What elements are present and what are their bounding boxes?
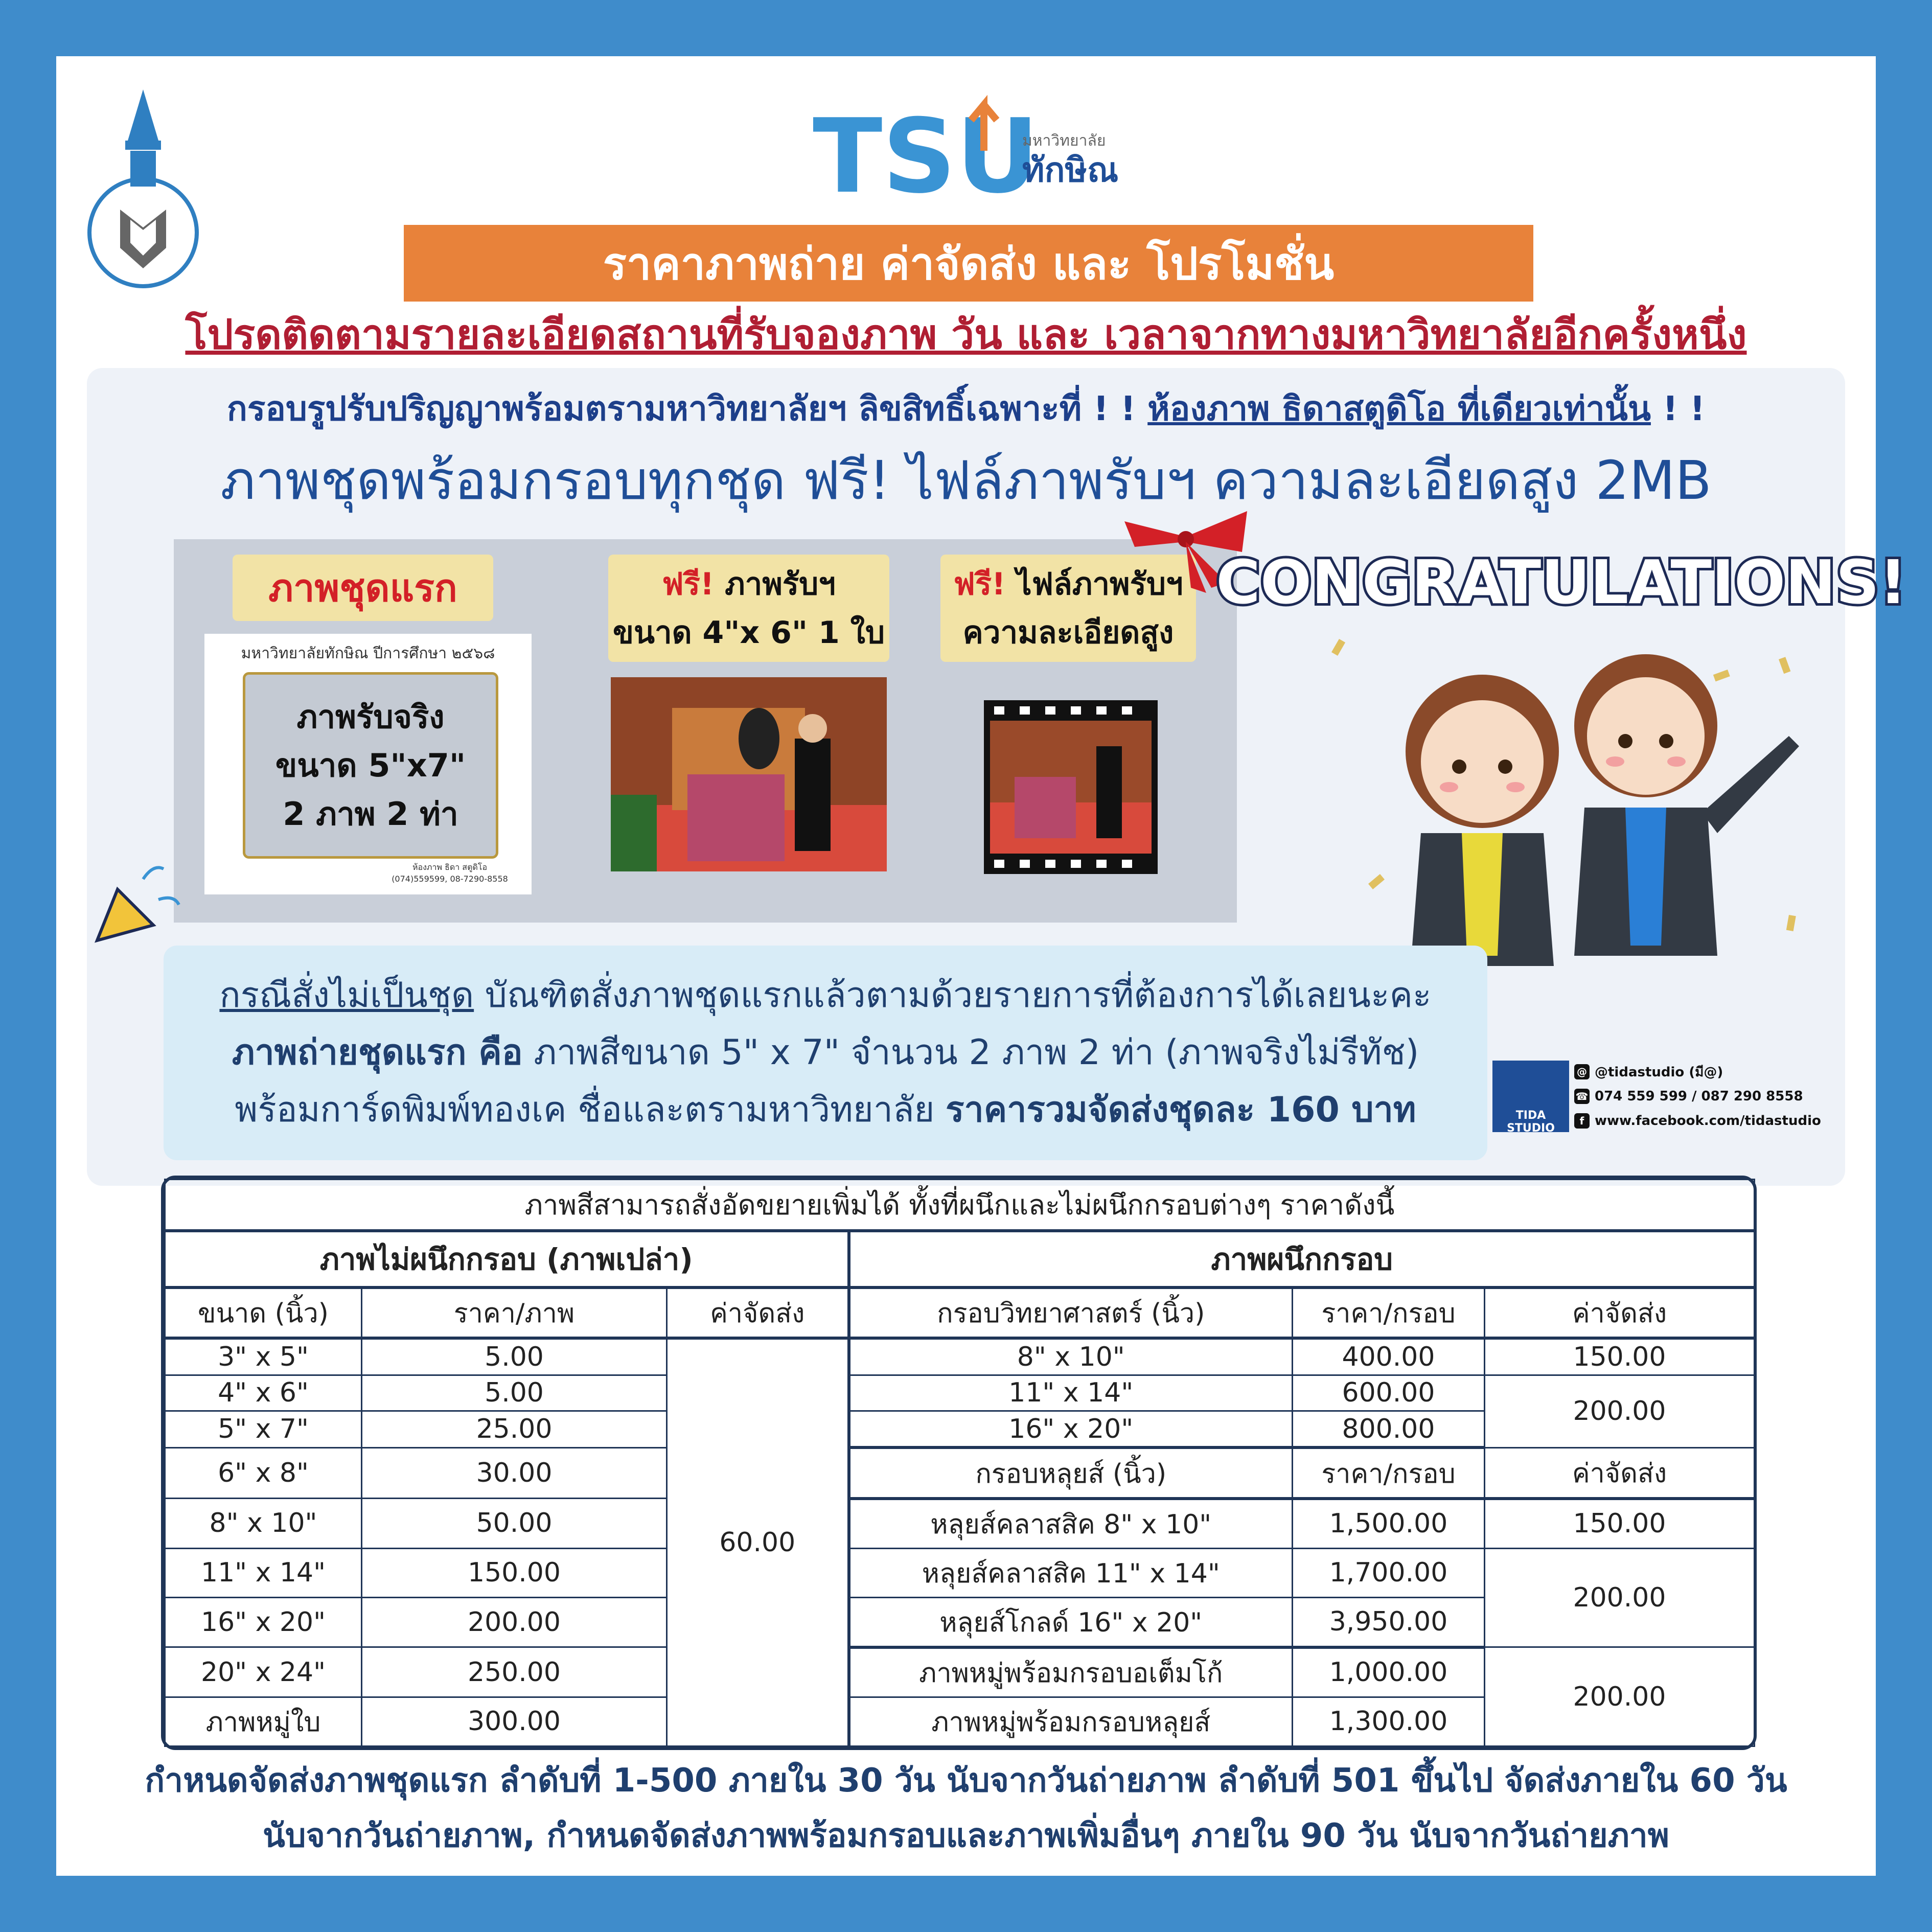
facebook-contact[interactable] xyxy=(1574,1110,1840,1132)
frame-shipping-cell: 150.00 xyxy=(1485,1499,1755,1549)
promo-headline: ภาพชุดพร้อมกรอบทุกชุด ฟรี! ไฟล์ภาพรับฯ ความละเอียดสูง 2MB xyxy=(220,449,1712,512)
frame-size-cell: หลุยส์คลาสสิค 8" x 10" xyxy=(849,1499,1293,1549)
unframed-shipping-cell: 60.00 xyxy=(667,1338,849,1746)
size-cell: 11" x 14" xyxy=(165,1548,362,1597)
table-row xyxy=(165,1647,1755,1697)
frame-size-cell: ภาพหมู่พร้อมกรอบหลุยส์ xyxy=(849,1697,1293,1746)
frame-price-cell: 1,000.00 xyxy=(1293,1647,1485,1697)
line-icon: @ xyxy=(1574,1064,1590,1079)
price-cell: 200.00 xyxy=(362,1597,667,1647)
table-row xyxy=(165,1499,1755,1549)
frame-size-cell: หลุยส์คลาสสิค 11" x 14" xyxy=(849,1548,1293,1597)
col-shipping: ค่าจัดส่ง xyxy=(667,1287,849,1338)
line-contact[interactable] xyxy=(1574,1061,1840,1083)
contact-block xyxy=(1492,1061,1840,1137)
congratulations-text: CONGRATULATIONS! xyxy=(1216,547,1907,617)
info-line2: ภาพสีขนาด 5" x 7" จำนวน 2 ภาพ 2 ท่า (ภาพจริงไม่รีทัช) xyxy=(522,1032,1419,1073)
price-cell: 250.00 xyxy=(362,1647,667,1697)
digital-file-photo xyxy=(984,700,1158,874)
card-line: ภาพรับจริง xyxy=(296,698,445,735)
free-photo-label: ภาพรับฯ xyxy=(714,566,836,602)
order-info-box xyxy=(164,946,1487,1160)
size-cell: 5" x 7" xyxy=(165,1411,362,1447)
col-frame-price: ราคา/กรอบ xyxy=(1293,1287,1485,1338)
banner-title: ราคาภาพถ่าย ค่าจัดส่ง และ โปรโมชั่น xyxy=(603,238,1335,290)
frame-size-cell: หลุยส์โกลด์ 16" x 20" xyxy=(849,1597,1293,1647)
free-photo-size: ขนาด 4"x 6" 1 ใบ xyxy=(612,615,885,651)
table-group-header xyxy=(165,1231,1755,1287)
price-cell: 300.00 xyxy=(362,1697,667,1746)
info-line3: พร้อมการ์ดพิมพ์ทองเค ชื่อและตรามหาวิทยาลัย xyxy=(235,1090,946,1130)
free-photo-tag xyxy=(608,555,889,662)
frame-price-cell: 400.00 xyxy=(1293,1338,1485,1375)
phone-icon: ☎ xyxy=(1574,1089,1590,1104)
card-line: 2 ภาพ 2 ท่า xyxy=(283,795,458,833)
price-cell: 5.00 xyxy=(362,1338,667,1375)
free-file-quality: ความละเอียดสูง xyxy=(962,615,1174,651)
congratulations-illustration xyxy=(1216,506,1907,1007)
phone-number: 074 559 599 / 087 290 8558 xyxy=(1595,1089,1803,1104)
price-cell: 30.00 xyxy=(362,1447,667,1498)
price-banner xyxy=(404,225,1533,302)
frame-shipping-cell: 200.00 xyxy=(1485,1647,1755,1746)
col-sci-frame: กรอบวิทยาศาสตร์ (นิ้ว) xyxy=(849,1287,1293,1338)
ceremony-photo xyxy=(611,677,887,871)
info-price: ราคารวมจัดส่งชุดละ 160 บาท xyxy=(946,1090,1416,1130)
info-case-label: กรณีสั่งไม่เป็นชุด xyxy=(219,975,474,1016)
framed-header: ภาพผนึกกรอบ xyxy=(849,1231,1755,1287)
footer-line: นับจากวันถ่ายภาพ, กำหนดจัดส่งภาพพร้อมกรอบและภาพเพิ่มอื่นๆ ภายใน 90 วัน นับจากวันถ่ายภาพ xyxy=(263,1817,1669,1855)
free-label: ฟรี! xyxy=(953,566,1006,602)
size-cell: 16" x 20" xyxy=(165,1597,362,1647)
facebook-url: www.facebook.com/tidastudio xyxy=(1595,1113,1821,1129)
card-photo-area xyxy=(243,672,498,859)
card-footer xyxy=(378,861,521,884)
free-file-label: ไฟล์ภาพรับฯ xyxy=(1005,566,1183,602)
card-line: ขนาด 5"x7" xyxy=(275,747,466,784)
frame-size-cell: 16" x 20" xyxy=(849,1411,1293,1447)
frame-price-cell: 3,950.00 xyxy=(1293,1597,1485,1647)
frame-size-cell: 11" x 14" xyxy=(849,1375,1293,1411)
table-row xyxy=(165,1548,1755,1597)
price-cell: 25.00 xyxy=(362,1411,667,1447)
footer-line: กำหนดจัดส่งภาพชุดแรก ลำดับที่ 1-500 ภายใน 30 วัน นับจากวันถ่ายภาพ ลำดับที่ 501 ขึ้นไป จัดส่งภายใน 60 วัน xyxy=(145,1762,1787,1800)
party-popper-icon xyxy=(87,848,189,951)
tsu-logo-text: TSU xyxy=(813,97,1039,216)
table-title: ภาพสีสามารถสั่งอัดขยายเพิ่มได้ ทั้งที่ผนึกและไม่ผนึกกรอบต่างๆ ราคาดังนี้ xyxy=(165,1180,1755,1231)
delivery-footer xyxy=(56,1753,1876,1866)
frame-shipping-cell: 200.00 xyxy=(1485,1548,1755,1647)
size-cell: 4" x 6" xyxy=(165,1375,362,1411)
graduation-card xyxy=(204,634,532,894)
table-title-row xyxy=(165,1180,1755,1231)
price-cell: 50.00 xyxy=(362,1499,667,1549)
phone-contact[interactable] xyxy=(1574,1085,1840,1108)
tsu-logo-sub-small: มหาวิทยาลัย xyxy=(1022,132,1106,150)
col-size: ขนาด (นิ้ว) xyxy=(165,1287,362,1338)
price-cell: 5.00 xyxy=(362,1375,667,1411)
frame-price-cell: 1,500.00 xyxy=(1293,1499,1485,1549)
studio-exclusive: ห้องภาพ ธิดาสตูดิโอ ที่เดียวเท่านั้น xyxy=(1147,389,1651,428)
col-louis-frame: กรอบหลุยส์ (นิ้ว) xyxy=(849,1447,1293,1498)
frame-price-cell: 800.00 xyxy=(1293,1411,1485,1447)
size-cell: ภาพหมู่ใบ xyxy=(165,1697,362,1746)
frame-price-cell: 1,700.00 xyxy=(1293,1548,1485,1597)
frame-size-cell: 8" x 10" xyxy=(849,1338,1293,1375)
card-header-text: มหาวิทยาลัยทักษิณ ปีการศึกษา ๒๕๖๘ xyxy=(241,645,495,662)
table-column-header xyxy=(165,1287,1755,1338)
line-id: @tidastudio (มี@) xyxy=(1595,1064,1723,1080)
tsu-logo xyxy=(808,84,1135,217)
col-price: ราคา/ภาพ xyxy=(362,1287,667,1338)
studio-name: TIDA STUDIO xyxy=(1507,1109,1555,1135)
col-frame-shipping: ค่าจัดส่ง xyxy=(1485,1287,1755,1338)
frame-price-cell: 600.00 xyxy=(1293,1375,1485,1411)
info-line1: บัณฑิตสั่งภาพชุดแรกแล้วตามด้วยรายการที่ต้องการได้เลยนะคะ xyxy=(474,975,1432,1016)
info-first-set-label: ภาพถ่ายชุดแรก คือ xyxy=(232,1032,523,1073)
frame-shipping-cell: 150.00 xyxy=(1485,1338,1755,1375)
size-cell: 3" x 5" xyxy=(165,1338,362,1375)
col-louis-price: ราคา/กรอบ xyxy=(1293,1447,1485,1498)
price-cell: 150.00 xyxy=(362,1548,667,1597)
frame-line-a: กรอบรูปรับปริญญาพร้อมตรามหาวิทยาลัยฯ ลิขสิทธิ์เฉพาะที่ ! ! xyxy=(226,389,1148,428)
facebook-icon: f xyxy=(1574,1113,1590,1129)
size-cell: 8" x 10" xyxy=(165,1499,362,1549)
table-row xyxy=(165,1338,1755,1375)
first-set-tag xyxy=(233,555,493,621)
tsu-logo-sub-big: ทักษิณ xyxy=(1022,150,1119,190)
card-footer-phone: (074)559599, 08-7290-8558 xyxy=(392,874,508,884)
col-louis-shipping: ค่าจัดส่ง xyxy=(1485,1447,1755,1498)
frame-shipping-cell: 200.00 xyxy=(1485,1375,1755,1447)
tida-studio-logo xyxy=(1492,1061,1569,1135)
frame-size-cell: ภาพหมู่พร้อมกรอบอเต็มโก้ xyxy=(849,1647,1293,1697)
schedule-note: โปรดติดตามรายละเอียดสถานที่รับจองภาพ วัน และ เวลาจากทางมหาวิทยาลัยอีกครั้งหนึ่ง xyxy=(185,311,1747,358)
first-set-label: ภาพชุดแรก xyxy=(268,566,457,610)
frame-copyright-line xyxy=(56,383,1876,434)
unframed-header: ภาพไม่ผนึกกรอบ (ภาพเปล่า) xyxy=(165,1231,849,1287)
size-cell: 20" x 24" xyxy=(165,1647,362,1697)
poster xyxy=(56,56,1907,1876)
card-footer-studio: ห้องภาพ ธิดา สตูดิโอ xyxy=(412,862,488,872)
price-table xyxy=(161,1176,1757,1750)
table-row xyxy=(165,1447,1755,1498)
size-cell: 6" x 8" xyxy=(165,1447,362,1498)
university-seal-logo xyxy=(82,79,204,294)
free-label: ฟรี! xyxy=(662,566,715,602)
frame-price-cell: 1,300.00 xyxy=(1293,1697,1485,1746)
frame-line-c: ! ! xyxy=(1650,389,1706,428)
table-row xyxy=(165,1375,1755,1411)
